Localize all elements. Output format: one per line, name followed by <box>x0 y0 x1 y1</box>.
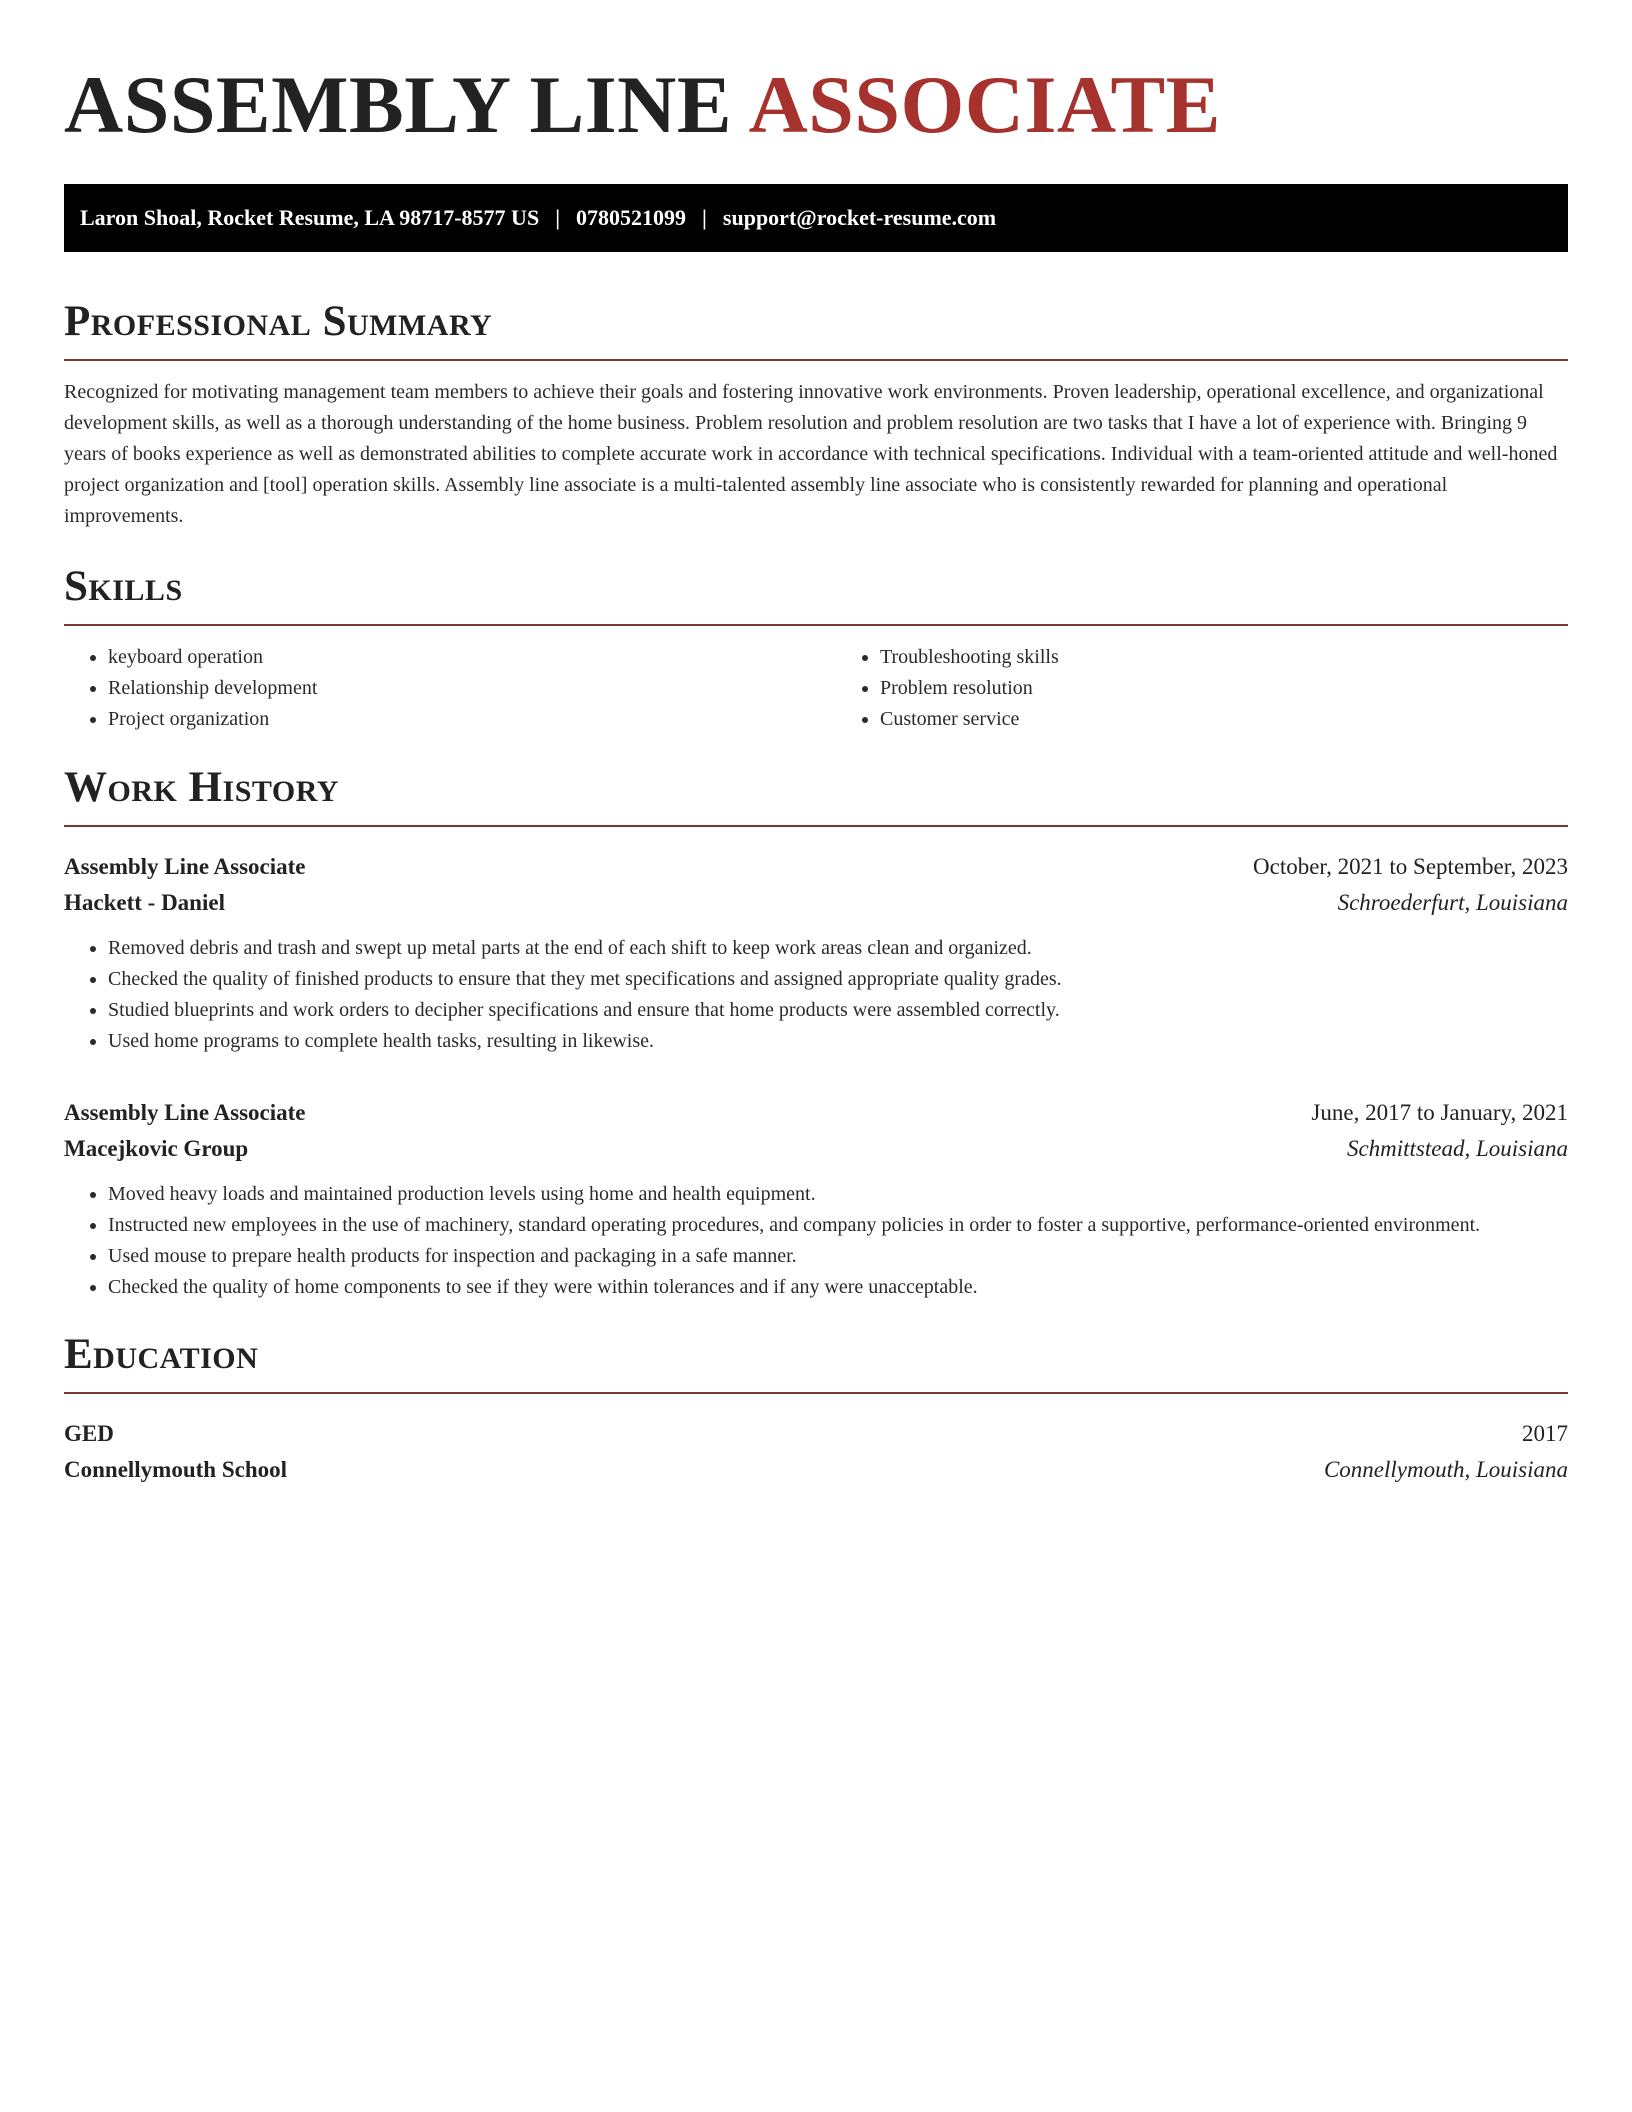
skill-item: • Relationship development <box>108 673 796 704</box>
contact-address: Laron Shoal, Rocket Resume, LA 98717-8577 US <box>80 205 540 230</box>
education-year: 2017 <box>1522 1421 1568 1446</box>
summary-text: Recognized for motivating management team members to achieve their goals and fostering innovative work environments. Proven leadership, operational excellence, and organizational development skills, as well as a thorough understanding of the home business. Problem resolution and problem resolution are two tasks that I have a lot of experience with. Bringing 9 years of books experience as well as demonstrated abilities to complete accurate work in accordance with technical specifications. Individual with a team-oriented attitude and well-honed project organization and [tool] operation skills. Assembly line associate is a multi-talented assembly line associate who is consistently rewarded for planning and operational improvements. <box>64 381 1558 527</box>
skills-column-left <box>64 642 796 735</box>
education-location: Connellymouth, Louisiana <box>1323 1457 1568 1482</box>
job-location: Schroederfurt, Louisiana <box>1337 890 1568 915</box>
job-entry <box>64 1095 1568 1303</box>
job-bullet: • Studied blueprints and work orders to decipher specifications and ensure that home products were assembled correctly. <box>108 995 1568 1026</box>
job-header-row <box>64 1095 1568 1131</box>
job-bullet: • Used home programs to complete health tasks, resulting in likewise. <box>108 1026 1568 1057</box>
education-degree-row <box>64 1416 1568 1452</box>
contact-separator: | <box>555 205 561 230</box>
job-bullet: • Used mouse to prepare health products for inspection and packaging in a safe manner. <box>108 1241 1568 1272</box>
job-location: Schmittstead, Louisiana <box>1346 1136 1568 1161</box>
job-bullet: • Removed debris and trash and swept up metal parts at the end of each shift to keep work areas clean and organized. <box>108 933 1568 964</box>
contact-separator: | <box>702 205 707 230</box>
job-company-row <box>64 1131 1568 1167</box>
education-school-row <box>64 1452 1568 1488</box>
summary-heading: Professional Summary <box>64 300 1568 361</box>
job-bullets <box>64 933 1568 1057</box>
skills-column-right <box>836 642 1568 735</box>
job-header-row <box>64 849 1568 885</box>
job-bullet: • Checked the quality of home components to see if they were within tolerances and if any were unacceptable. <box>108 1272 1568 1303</box>
title-part-2: ASSOCIATE <box>748 59 1221 150</box>
title-part-1: ASSEMBLY LINE <box>64 59 733 150</box>
job-dates: June, 2017 to January, 2021 <box>1311 1100 1568 1125</box>
contact-phone: 0780521099 <box>576 205 687 230</box>
work-history-heading: Work History <box>64 766 1568 827</box>
job-company: Macejkovic Group <box>64 1136 249 1161</box>
education-heading: Education <box>64 1333 1568 1394</box>
job-bullets <box>64 1179 1568 1303</box>
job-company: Hackett - Daniel <box>64 890 225 915</box>
resume-title <box>64 59 1568 150</box>
contact-bar <box>64 184 1568 252</box>
job-title: Assembly Line Associate <box>64 854 306 879</box>
skill-item: • Troubleshooting skills <box>880 642 1568 673</box>
skill-item: • Project organization <box>108 704 796 735</box>
skills-grid <box>64 642 1568 735</box>
job-dates: October, 2021 to September, 2023 <box>1253 854 1568 879</box>
education-entry <box>64 1416 1568 1488</box>
skill-item: • Problem resolution <box>880 673 1568 704</box>
job-entry <box>64 849 1568 1057</box>
job-title: Assembly Line Associate <box>64 1100 306 1125</box>
job-bullet: • Instructed new employees in the use of machinery, standard operating procedures, and company policies in order to foster a supportive, performance-oriented environment. <box>108 1210 1568 1241</box>
skills-heading: Skills <box>64 565 1568 626</box>
job-company-row <box>64 885 1568 921</box>
education-school: Connellymouth School <box>64 1457 288 1482</box>
skill-item: • Customer service <box>880 704 1568 735</box>
job-bullet: • Moved heavy loads and maintained production levels using home and health equipment. <box>108 1179 1568 1210</box>
job-bullet: • Checked the quality of finished products to ensure that they met specifications and assigned appropriate quality grades. <box>108 964 1568 995</box>
skill-item: • keyboard operation <box>108 642 796 673</box>
contact-email[interactable]: support@rocket-resume.com <box>722 205 997 230</box>
education-degree: GED <box>64 1421 114 1446</box>
